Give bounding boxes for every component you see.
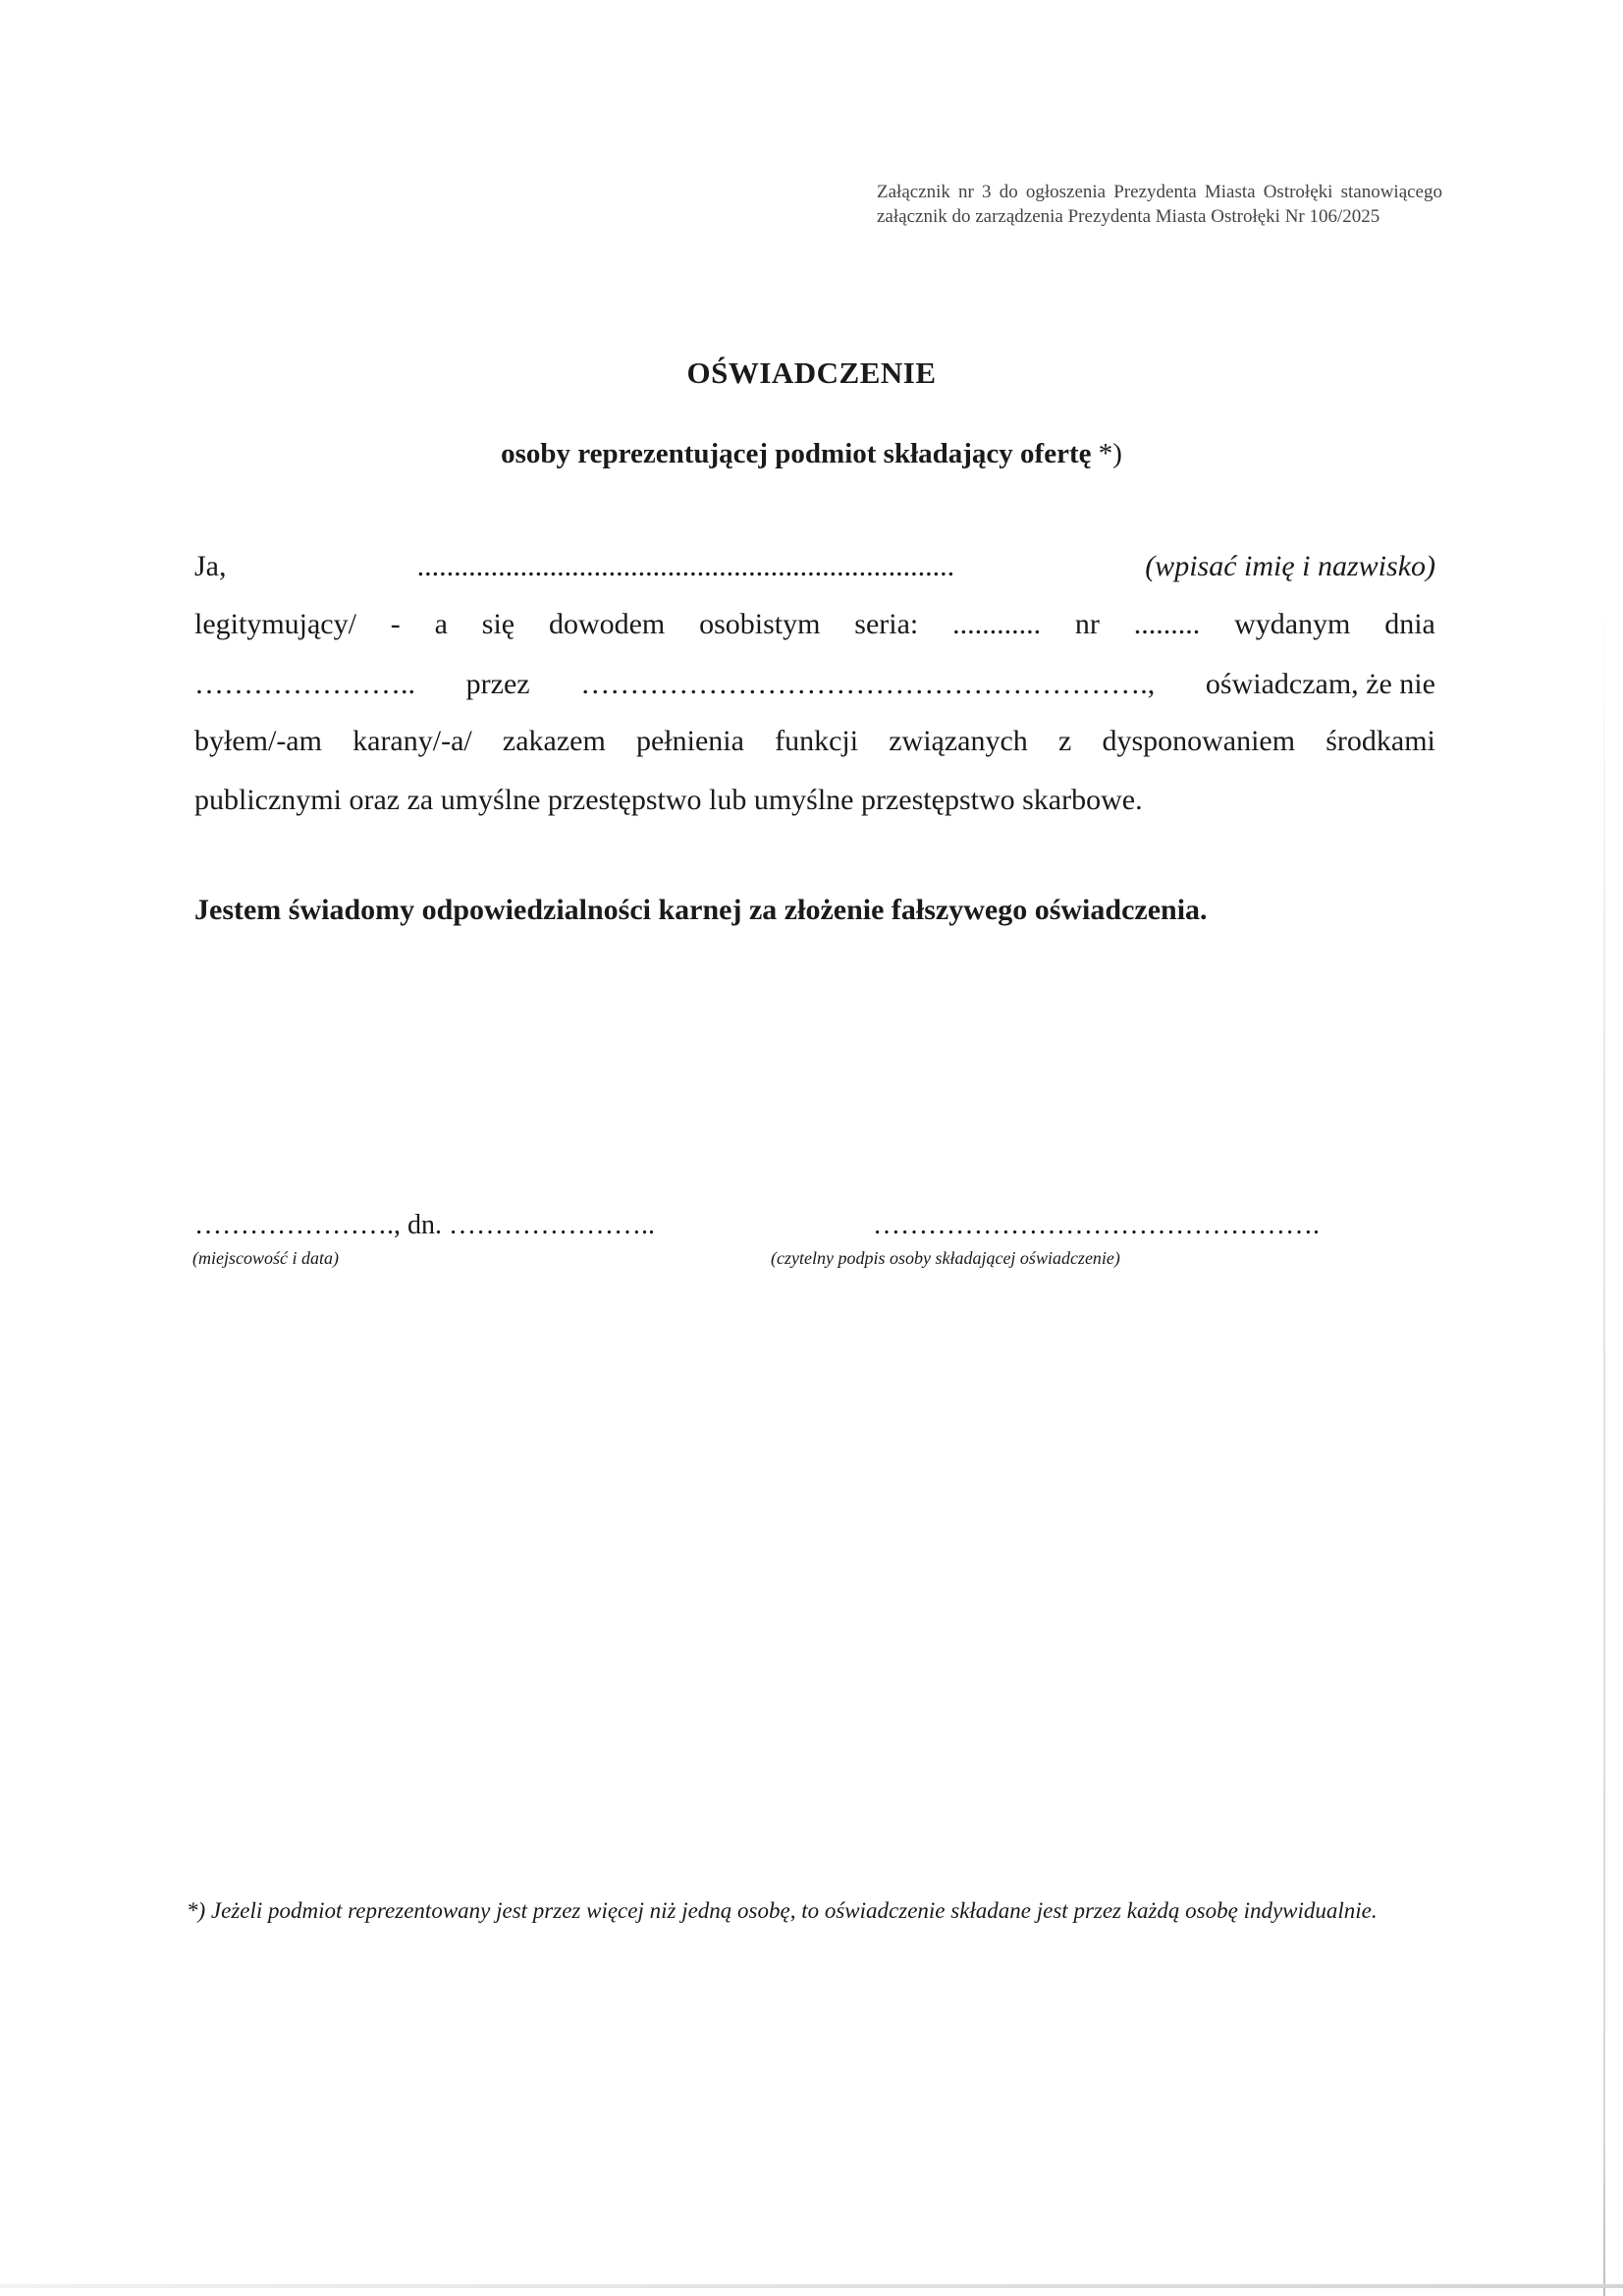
- body-line-4-word: byłem/-am: [194, 725, 322, 757]
- issuing-authority-fill-field: ………………………………………………….,: [580, 668, 1156, 700]
- document-title: OŚWIADCZENIE: [686, 355, 937, 390]
- subtitle-text: osoby reprezentującej podmiot składający ofertę: [501, 438, 1092, 469]
- issue-date-fill-field: …………………..: [194, 668, 415, 700]
- body-line-4-word: środkami: [1325, 725, 1435, 757]
- body-line-2-word: się: [481, 608, 515, 640]
- body-line-4-word: z: [1057, 725, 1072, 757]
- body-line-2-word: wydanym: [1234, 608, 1351, 640]
- name-fill-field: .........................................................................: [416, 550, 955, 582]
- body-line-1: [194, 550, 1435, 583]
- body-line-4-word: karany/-a/: [352, 725, 472, 757]
- body-line-3: [194, 668, 1435, 701]
- footnote: *) Jeżeli podmiot reprezentowany jest przez więcej niż jedną osobę, to oświadczenie składane jest przez każdą osobę indywidualnie.: [187, 1898, 1378, 1923]
- place-date-field: …………………., dn. …………………..: [194, 1210, 655, 1240]
- body-line-4-word: zakazem: [502, 725, 606, 757]
- id-series-fill-field: ............: [952, 608, 1042, 640]
- criminal-liability-declaration: Jestem świadomy odpowiedzialności karnej za złożenie fałszywego oświadczenia.: [194, 894, 1208, 926]
- id-number-fill-field: .........: [1133, 608, 1201, 640]
- attachment-note: Załącznik nr 3 do ogłoszenia Prezydenta Miasta Ostrołęki stanowiącego załącznik do zarządzenia Prezydenta Miasta Ostrołęki Nr 106/2025: [877, 182, 1442, 227]
- document-subtitle: [0, 438, 1623, 470]
- body-line-4-word: funkcji: [775, 725, 859, 757]
- body-line-4-word: związanych: [889, 725, 1028, 757]
- body-line-4-word: pełnienia: [635, 725, 744, 757]
- issued-by-label: przez: [465, 668, 530, 700]
- subtitle-footnote-marker: *): [1098, 438, 1122, 469]
- place-date-caption: (miejscowość i data): [192, 1248, 339, 1268]
- body-line-2-word: dnia: [1384, 608, 1435, 640]
- body-line-2-word: nr: [1074, 608, 1100, 640]
- body-line-4-word: dysponowaniem: [1102, 725, 1296, 757]
- body-line-3-tail: oświadczam, że nie: [1205, 668, 1435, 700]
- name-hint: (wpisać imię i nazwisko): [1145, 550, 1435, 582]
- body-line-2-word: seria:: [854, 608, 919, 640]
- body-line-2-word: -: [390, 608, 401, 640]
- signature-field: ………………………………………….: [873, 1210, 1320, 1240]
- body-line-4: [194, 725, 1435, 758]
- scan-edge-right: [1603, 589, 1605, 2296]
- scan-edge-bottom: [0, 2284, 1623, 2288]
- body-line-1-lead: Ja,: [194, 550, 227, 582]
- signature-caption: (czytelny podpis osoby składającej oświadczenie): [771, 1248, 1120, 1268]
- body-line-5: publicznymi oraz za umyślne przestępstwo lub umyślne przestępstwo skarbowe.: [194, 784, 1143, 816]
- body-line-2-word: osobistym: [699, 608, 821, 640]
- body-line-2-word: legitymujący/: [194, 608, 356, 640]
- body-line-2-word: a: [434, 608, 448, 640]
- body-line-2: [194, 608, 1435, 641]
- body-line-2-word: dowodem: [548, 608, 666, 640]
